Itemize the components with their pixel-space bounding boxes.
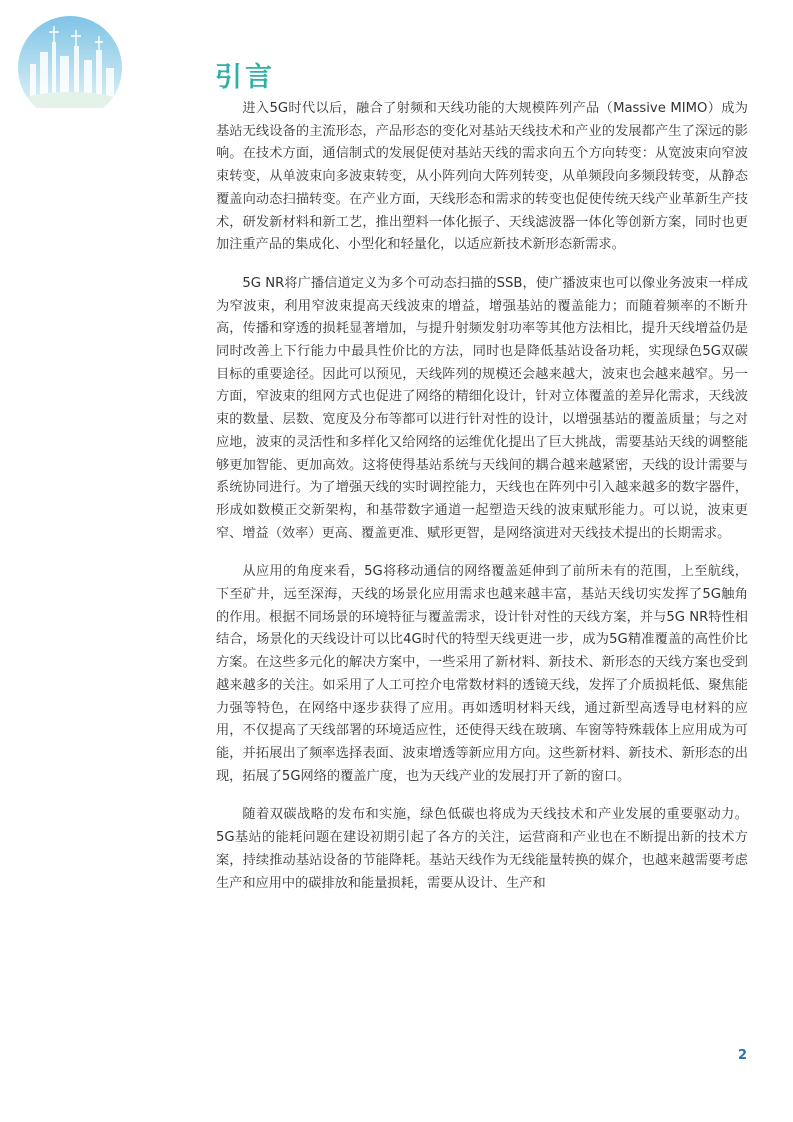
5g-tower-skyline-icon <box>16 16 124 108</box>
paragraph: 随着双碳战略的发布和实施，绿色低碳也将成为天线技术和产业发展的重要驱动力。5G基站的能耗问题在建设初期引起了各方的关注，运营商和产业也在不断提出新的技术方案，持续推动基站设备的节能降耗。基站天线作为无线能量转换的媒介，也越来越需要考虑生产和应用中的碳排放和能量损耗，需要从设计、生产和 <box>216 807 748 891</box>
page-title: 引言 <box>215 62 275 93</box>
body-text <box>216 98 748 895</box>
paragraph: 5G NR将广播信道定义为多个可动态扫描的SSB，使广播波束也可以像业务波束一样成为窄波束，利用窄波束提高天线波束的增益，增强基站的覆盖能力；而随着频率的不断升高，传播和穿透的损耗显著增加，与提升射频发射功率等其他方法相比，提升天线增益仍是同时改善上下行能力中最具性价比的方法，同时也是降低基站设备功耗，实现绿色5G双碳目标的重要途径。因此可以预见，天线阵列的规模还会越来越大，波束也会越来越窄。另一方面，窄波束的组网方式也促进了网络的精细化设计，针对立体覆盖的差异化需求，天线波束的数量、层数、宽度及分布等都可以进行针对性的设计，以增强基站的覆盖质量；与之对应地，波束的灵活性和多样化又给网络的运维优化提出了巨大挑战，需要基站天线的调整能够更加智能、更加高效。这将使得基站系统与天线间的耦合越来越紧密，天线的设计需要与系统协同进行。为了增强天线的实时调控能力，天线也在阵列中引入越来越多的数字器件，形成如数模正交新架构，和基带数字通道一起塑造天线的波束赋形能力。可以说，波束更窄、增益（效率）更高、覆盖更准、赋形更智，是网络演进对天线技术提出的长期需求。 <box>216 275 748 541</box>
page-number: 2 <box>737 1048 747 1063</box>
paragraph: 进入5G时代以后，融合了射频和天线功能的大规模阵列产品（Massive MIMO）成为基站无线设备的主流形态，产品形态的变化对基站天线技术和产业的发展都产生了深远的影响。在技术方面，通信制式的发展促使对基站天线的需求向五个方向转变：从宽波束向窄波束转变，从单波束向多波束转变，从小阵列向大阵列转变，从单频段向多频段转变，从静态覆盖向动态扫描转变。在产业方面，天线形态和需求的转变也促使传统天线产业革新生产技术，研发新材料和新工艺，推出塑料一体化振子、天线滤波器一体化等创新方案，同时也更加注重产品的集成化、小型化和轻量化，以适应新技术新形态新需求。 <box>216 101 748 253</box>
paragraph: 从应用的角度来看，5G将移动通信的网络覆盖延伸到了前所未有的范围，上至航线，下至矿井，远至深海，天线的场景化应用需求也越来越丰富，基站天线切实发挥了5G触角的作用。根据不同场景的环境特征与覆盖需求，设计针对性的天线方案，并与5G NR特性相结合，场景化的天线设计可以比4G时代的特型天线更进一步，成为5G精准覆盖的高性价比方案。在这些多元化的解决方案中，一些采用了新材料、新技术、新形态的天线方案也受到越来越多的关注。如采用了人工可控介电常数材料的透镜天线，发挥了介质损耗低、聚焦能力强等特色，在网络中逐步获得了应用。再如透明材料天线，通过新型高透导电材料的应用，不仅提高了天线部署的环境适应性，还使得天线在玻璃、车窗等特殊载体上应用成为可能，并拓展出了频率选择表面、波束增透等新应用方向。这些新材料、新技术、新形态的出现，拓展了5G网络的覆盖广度，也为天线产业的发展打开了新的窗口。 <box>216 564 748 784</box>
